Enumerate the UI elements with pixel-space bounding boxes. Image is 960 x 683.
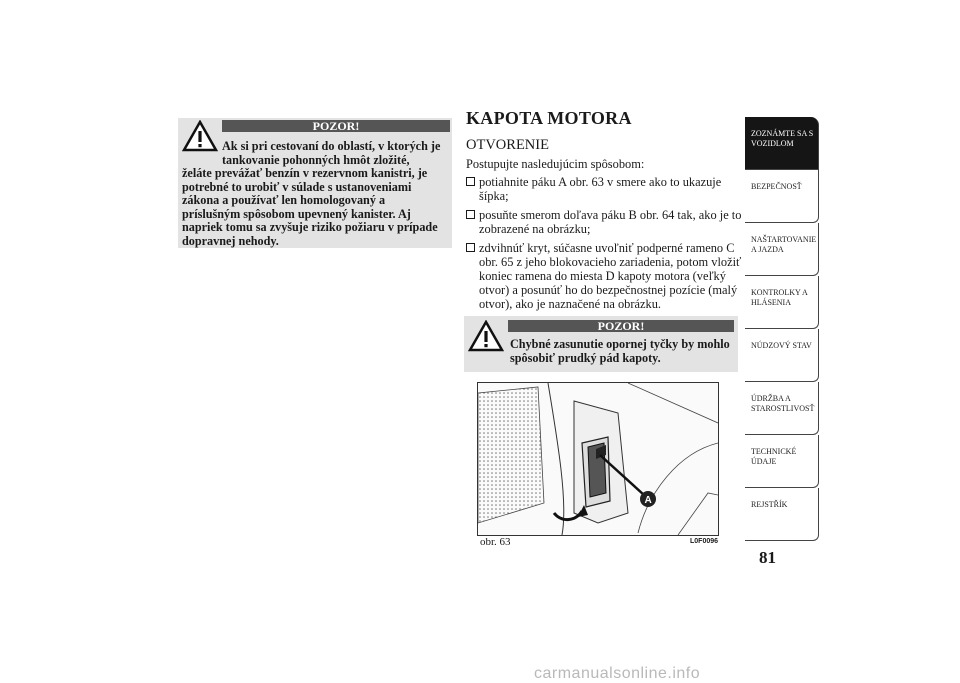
watermark: carmanualsonline.info <box>534 665 701 682</box>
warning-triangle-icon <box>182 120 218 157</box>
hood-lever-illustration <box>478 383 718 535</box>
figure-marker-a: A <box>644 495 652 506</box>
section-title: KAPOTA MOTORA <box>466 108 632 128</box>
checkbox-bullet-icon <box>466 243 475 252</box>
tab-kontrolky[interactable]: KONTROLKY A HLÁSENIA <box>745 276 819 329</box>
tab-nudzovy-stav[interactable]: NÚDZOVÝ STAV <box>745 329 819 382</box>
figure-code: L0F0096 <box>690 538 719 545</box>
warning-text: Chybné zasunutie opornej tyčky by mohlo spôsobiť prudký pád kapoty. <box>510 337 730 365</box>
page-number: 81 <box>759 548 776 567</box>
tab-technicke-udaje[interactable]: TECHNICKÉ ÚDAJE <box>745 435 819 488</box>
warning-box-fuel <box>178 118 452 248</box>
warning-title: POZOR! <box>508 320 734 332</box>
warning-text: Ak si pri cestovaní do oblastí, v ktorých je tankovanie pohonných hmôt zložité, <box>222 139 441 167</box>
checkbox-bullet-icon <box>466 177 475 186</box>
warning-box-hood <box>464 316 738 372</box>
warning-text: želáte prevážať benzín v rezervnom kanistri, je potrebné to urobiť v súlade s ustanoveniami zákona a používať len homologovaný a príslušným spôsobom upevnený kanister. Aj napriek tomu sa zvyšuje riziko požiaru v prípade dopravnej nehody. <box>182 166 438 248</box>
list-item: potiahnite páku A obr. 63 v smere ako to ukazuje šípka; <box>466 175 742 203</box>
list-item: posuňte smerom doľava páku B obr. 64 tak, ako je to zobrazené na obrázku; <box>466 208 742 236</box>
tab-bezpecnost[interactable]: BEZPEČNOSŤ <box>745 170 819 223</box>
tab-udrzba[interactable]: ÚDRŽBA A STAROSTLIVOSŤ <box>745 382 819 435</box>
intro-text: Postupujte nasledujúcim spôsobom: <box>466 157 645 171</box>
list-item: zdvihnúť kryt, súčasne uvoľniť podperné rameno C obr. 65 z jeho blokovacieho zariadenia, potom vložiť koniec ramena do miesta D kapoty motora (veľký otvor) a posunúť ho do bezpečnostnej pozície (malý otvor), ako je naznačené na obrázku. <box>466 241 742 311</box>
tab-rejstrik[interactable]: REJSTŘÍK <box>745 488 819 541</box>
tab-zoznamte-sa[interactable]: ZOZNÁMTE SA S VOZIDLOM <box>745 117 819 170</box>
chapter-sidebar <box>745 117 819 541</box>
figure-caption: obr. 63 <box>480 536 511 548</box>
warning-title: POZOR! <box>222 120 450 132</box>
figure-hood-lever <box>477 382 719 536</box>
subsection-title: OTVORENIE <box>466 137 549 153</box>
tab-nastartovanie[interactable]: NAŠTARTOVANIE A JAZDA <box>745 223 819 276</box>
steps-list <box>466 175 742 316</box>
warning-triangle-icon <box>468 320 504 357</box>
checkbox-bullet-icon <box>466 210 475 219</box>
